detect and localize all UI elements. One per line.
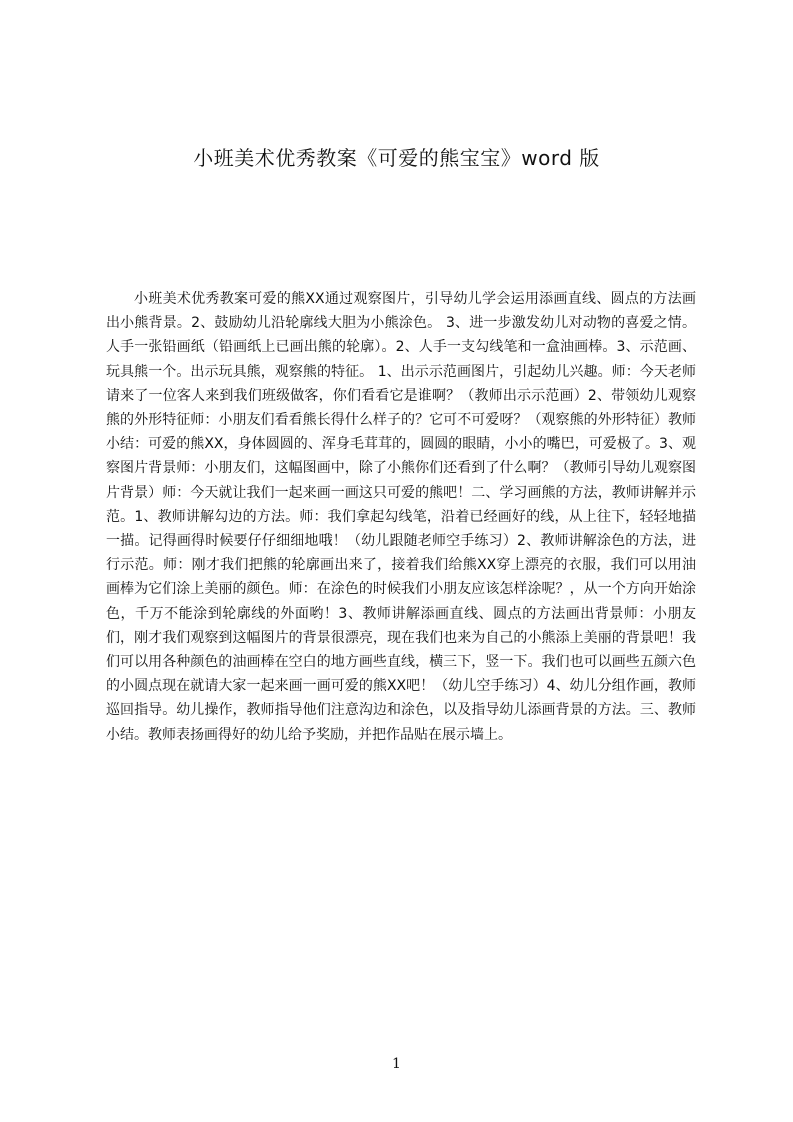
document-body-paragraph: 小班美术优秀教案可爱的熊XX通过观察图片，引导幼儿学会运用添画直线、圆点的方法画出小熊背景。2、鼓励幼儿沿轮廓线大胆为小熊涂色。 3、进一步激发幼儿对动物的喜爱之情。人手一张铅画纸（铅画纸上已画出熊的轮廓）。2、人手一支勾线笔和一盒油画棒。3、示范画、玩具熊一个。出示玩具熊，观察熊的特征。 1、出示示范画图片，引起幼儿兴趣。师：今天老师请来了一位客人来到我们班级做客，你们看看它是谁啊？（教师出示示范画）2、带领幼儿观察熊的外形特征师：小朋友们看看熊长得什么样子的？它可不可爱呀？（观察熊的外形特征）教师小结：可爱的熊XX，身体圆圆的、浑身毛茸茸的，圆圆的眼睛，小小的嘴巴，可爱极了。3、观察图片背景师：小朋友们，这幅图画中，除了小熊你们还看到了什么啊？（教师引导幼儿观察图片背景）师：今天就让我们一起来画一画这只可爱的熊吧！二、学习画熊的方法，教师讲解并示范。1、教师讲解勾边的方法。师：我们拿起勾线笔，沿着已经画好的线，从上往下，轻轻地描一描。记得画得时候要仔仔细细地哦！（幼儿跟随老师空手练习）2、教师讲解涂色的方法，进行示范。师：刚才我们把熊的轮廓画出来了，接着我们给熊XX穿上漂亮的衣服，我们可以用油画棒为它们涂上美丽的颜色。师：在涂色的时候我们小朋友应该怎样涂呢？，从一个方向开始涂色，千万不能涂到轮廓线的外面哟！3、教师讲解添画直线、圆点的方法画出背景师：小朋友们，刚才我们观察到这幅图片的背景很漂亮，现在我们也来为自己的小熊添上美丽的背景吧！我们可以用各种颜色的油画棒在空白的地方画些直线，横三下，竖一下。我们也可以画些五颜六色的小圆点现在就请大家一起来画一画可爱的熊XX吧！（幼儿空手练习）4、幼儿分组作画，教师巡回指导。幼儿操作，教师指导他们注意沟边和涂色，以及指导幼儿添画背景的方法。三、教师小结。教师表扬画得好的幼儿给予奖励，并把作品贴在展示墙上。 bbox=[106, 291, 696, 743]
page-number: 1 bbox=[392, 1056, 401, 1072]
document-title: 小班美术优秀教案《可爱的熊宝宝》word 版 bbox=[193, 146, 600, 170]
